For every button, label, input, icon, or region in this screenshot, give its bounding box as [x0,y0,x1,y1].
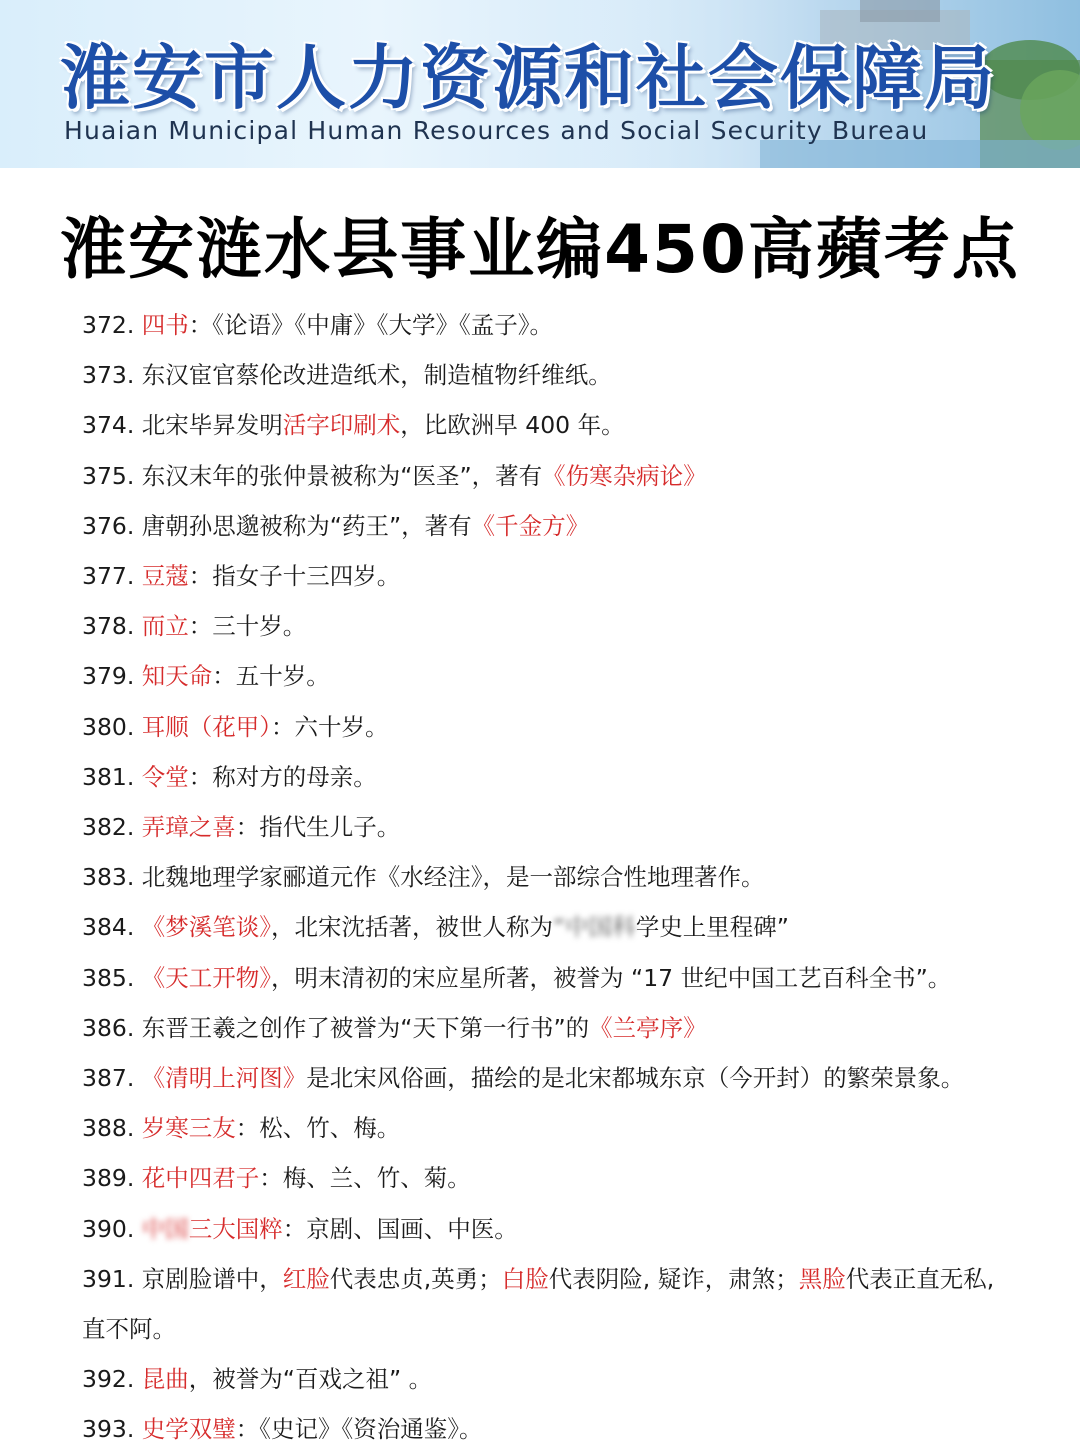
highlight-term: 弄璋之喜 [141,813,236,842]
highlight-term: 活字印刷术 [282,411,401,440]
item-number: 381. [82,762,142,791]
item-text: ：六十岁。 [271,712,389,741]
item-text: 东汉宦官蔡伦改进造纸术，制造植物纤维纸。 [141,361,612,390]
blurred-text: 中国 [141,1214,189,1243]
list-item [82,752,1080,802]
item-text: ：三十岁。 [188,612,307,641]
item-text: 代表正直无私, [845,1264,995,1293]
item-number: 385. [82,963,142,992]
list-item [82,651,1080,701]
item-number: 375. [82,461,142,490]
list-item [82,802,1080,852]
item-text: ：《史记》《资治通鉴》。 [235,1415,483,1444]
list-item [82,551,1080,601]
highlight-term: 《伤寒杂病论》 [542,461,707,490]
highlight-term: 知天命 [141,662,213,691]
item-text: 是北宋风俗画，描绘的是北宋都城东京（今开封）的繁荣景象。 [306,1064,965,1093]
highlight-term: 《千金方》 [471,511,590,540]
item-text: ，北宋沈括著，被世人称为 [271,913,554,942]
list-item [82,601,1080,651]
list-item [82,350,1080,400]
item-text: ：指女子十三四岁。 [188,562,401,591]
item-number: 376. [82,511,142,540]
item-text: ：梅、兰、竹、菊。 [259,1164,471,1193]
item-number: 377. [82,562,142,591]
list-item [82,852,1080,902]
header-banner [0,0,1080,168]
item-number: 390. [82,1214,142,1243]
item-text: ，被誉为“百戏之祖” 。 [188,1365,433,1394]
list-item-continuation: 直不阿。 [82,1315,176,1344]
highlight-term: 令堂 [141,762,189,791]
list-item [82,902,1080,952]
list-item [82,300,1080,350]
highlight-term: 《兰亭序》 [589,1013,707,1042]
list-item [82,702,1080,752]
list-item [82,1404,1080,1454]
item-number: 391. [82,1264,142,1293]
item-number: 383. [82,863,142,892]
item-number: 373. [82,361,142,390]
list-item [82,1354,1080,1404]
item-number: 389. [82,1164,142,1193]
item-text: 唐朝孙思邈被称为“药王”，著有 [141,511,472,540]
highlight-term: 《清明上河图》 [141,1064,307,1093]
list-item [82,1053,1080,1103]
item-number: 388. [82,1114,142,1143]
page-title: 淮安涟水县事业编450高蘋考点 [60,211,1020,288]
item-number: 384. [82,913,142,942]
banner-title: 淮安市人力资源和社会保障局 [60,36,996,119]
highlight-term: 豆蔻 [141,562,189,591]
highlight-term: 花中四君子 [141,1164,260,1193]
item-text: ：松、竹、梅。 [235,1114,401,1143]
highlight-term: 史学双璧 [141,1415,236,1444]
item-text: ：指代生儿子。 [235,813,401,842]
item-number: 379. [82,662,142,691]
highlight-term: 黑脸 [798,1264,846,1293]
list-item [82,1254,1080,1304]
highlight-term: 四书 [141,311,189,339]
item-text: ：京剧、国画、中医。 [282,1214,518,1243]
item-text: 东晋王羲之创作了被誉为“天下第一行书”的 [141,1013,590,1042]
item-text: 东汉末年的张仲景被称为“医圣”，著有 [141,461,543,490]
item-number: 393. [82,1415,142,1444]
highlight-term: 耳顺（花甲） [141,712,272,741]
item-number: 386. [82,1013,142,1042]
item-text: 北宋毕昇发明 [141,411,283,440]
item-text: 学史上里程碑” [635,913,789,942]
item-number: 378. [82,612,142,641]
fact-list [82,300,1080,1455]
highlight-term: 昆曲 [141,1365,189,1394]
banner-subtitle: Huaian Municipal Human Resources and Social Security Bureau [64,116,929,145]
highlight-term: 白脸 [501,1264,549,1293]
highlight-term: 《天工开物》 [141,963,272,992]
highlight-term: 而立 [141,612,189,641]
item-text: 代表阴险, 疑诈，肃煞； [548,1264,799,1293]
item-number: 387. [82,1064,142,1093]
blurred-text: “中国科 [553,913,636,942]
highlight-term: 岁寒三友 [141,1114,236,1143]
list-item [82,1153,1080,1203]
item-number: 392. [82,1365,142,1394]
item-number: 372. [82,311,142,339]
item-text: ：《论语》《中庸》《大学》《孟子》。 [188,311,554,339]
item-text: ：五十岁。 [212,662,330,691]
item-text: ，明末清初的宋应星所著，被誉为 “17 世纪中国工艺百科全书”。 [271,963,952,992]
item-number: 380. [82,712,142,741]
list-item [82,400,1080,450]
item-number: 374. [82,411,142,440]
item-text: 京剧脸谱中， [141,1264,283,1293]
highlight-term: 《梦溪笔谈》 [141,913,272,942]
list-item [82,953,1080,1003]
item-text: 北魏地理学家郦道元作《水经注》，是一部综合性地理著作。 [141,863,765,892]
list-item [82,1003,1080,1053]
list-item [82,1204,1080,1254]
highlight-term: 红脸 [282,1264,330,1293]
item-number: 382. [82,813,142,842]
item-text: ：称对方的母亲。 [188,762,377,791]
list-item [82,501,1080,551]
item-text: 代表忠贞,英勇； [329,1264,502,1293]
item-text: ，比欧洲早 400 年。 [400,411,625,440]
list-item [82,451,1080,501]
highlight-term: 三大国粹 [188,1214,283,1243]
list-item [82,1103,1080,1153]
